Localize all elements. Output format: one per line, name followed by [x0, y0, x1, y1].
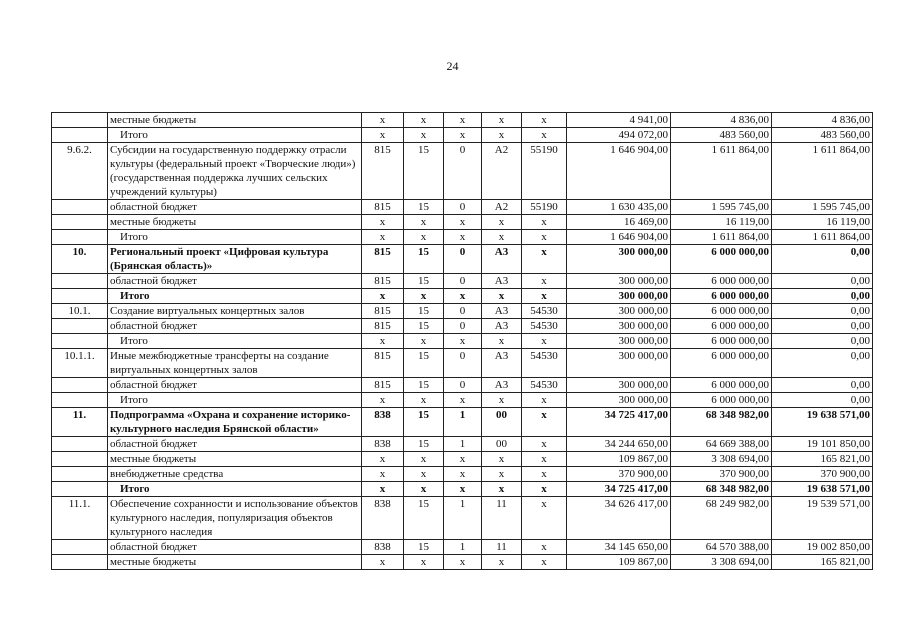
- code-cell: х: [522, 274, 567, 289]
- row-name: местные бюджеты: [110, 114, 197, 126]
- row-name-cell: [108, 452, 362, 467]
- row-number: 10.: [52, 245, 108, 274]
- code-cell: 15: [404, 143, 444, 200]
- amount-cell: 34 626 417,00: [567, 497, 671, 540]
- amount-cell: 300 000,00: [567, 349, 671, 378]
- amount-cell: 0,00: [772, 289, 873, 304]
- code-cell: 815: [362, 274, 404, 289]
- amount-cell: 109 867,00: [567, 452, 671, 467]
- code-cell: 815: [362, 200, 404, 215]
- code-cell: 815: [362, 378, 404, 393]
- code-cell: 838: [362, 540, 404, 555]
- amount-cell: 16 469,00: [567, 215, 671, 230]
- table-row: [52, 334, 873, 349]
- code-cell: х: [362, 215, 404, 230]
- amount-cell: 0,00: [772, 274, 873, 289]
- row-name-cell: [108, 215, 362, 230]
- code-cell: А3: [482, 319, 522, 334]
- row-number: [52, 393, 108, 408]
- code-cell: 15: [404, 408, 444, 437]
- code-cell: х: [404, 482, 444, 497]
- code-cell: 55190: [522, 200, 567, 215]
- row-number: [52, 128, 108, 143]
- code-cell: х: [522, 215, 567, 230]
- amount-cell: 34 725 417,00: [567, 482, 671, 497]
- budget-table: [51, 112, 873, 570]
- amount-cell: 16 119,00: [772, 215, 873, 230]
- amount-cell: 483 560,00: [772, 128, 873, 143]
- code-cell: х: [404, 452, 444, 467]
- row-name: Иные межбюджетные трансферты на создание виртуальных концертных залов: [110, 350, 329, 376]
- row-name: Региональный проект «Цифровая культура (Брянская область)»: [110, 246, 329, 272]
- amount-cell: 6 000 000,00: [671, 289, 772, 304]
- code-cell: х: [522, 497, 567, 540]
- code-cell: 15: [404, 437, 444, 452]
- code-cell: 54530: [522, 304, 567, 319]
- amount-cell: 1 611 864,00: [772, 230, 873, 245]
- code-cell: 11: [482, 497, 522, 540]
- code-cell: 0: [444, 304, 482, 319]
- code-cell: 00: [482, 408, 522, 437]
- row-name-cell: [108, 200, 362, 215]
- row-name-cell: [108, 128, 362, 143]
- code-cell: х: [362, 393, 404, 408]
- row-name: Создание виртуальных концертных залов: [110, 305, 305, 317]
- amount-cell: 6 000 000,00: [671, 393, 772, 408]
- code-cell: х: [362, 128, 404, 143]
- code-cell: А3: [482, 274, 522, 289]
- amount-cell: 6 000 000,00: [671, 245, 772, 274]
- code-cell: х: [444, 113, 482, 128]
- row-name-cell: [108, 378, 362, 393]
- table-row: [52, 540, 873, 555]
- amount-cell: 64 570 388,00: [671, 540, 772, 555]
- row-name-cell: [108, 393, 362, 408]
- row-name: местные бюджеты: [110, 556, 197, 568]
- row-number: [52, 482, 108, 497]
- code-cell: х: [522, 555, 567, 570]
- table-row: [52, 393, 873, 408]
- code-cell: 0: [444, 349, 482, 378]
- code-cell: х: [482, 393, 522, 408]
- code-cell: х: [362, 289, 404, 304]
- amount-cell: 4 836,00: [772, 113, 873, 128]
- code-cell: 838: [362, 437, 404, 452]
- code-cell: х: [522, 289, 567, 304]
- code-cell: 0: [444, 274, 482, 289]
- code-cell: х: [444, 482, 482, 497]
- code-cell: х: [444, 334, 482, 349]
- amount-cell: 3 308 694,00: [671, 452, 772, 467]
- code-cell: 54530: [522, 349, 567, 378]
- code-cell: 54530: [522, 378, 567, 393]
- code-cell: х: [522, 467, 567, 482]
- table-row: [52, 378, 873, 393]
- row-number: 11.1.: [52, 497, 108, 540]
- table-row: [52, 113, 873, 128]
- code-cell: х: [522, 113, 567, 128]
- amount-cell: 6 000 000,00: [671, 349, 772, 378]
- amount-cell: 19 638 571,00: [772, 482, 873, 497]
- code-cell: х: [482, 555, 522, 570]
- amount-cell: 19 002 850,00: [772, 540, 873, 555]
- table-row: [52, 230, 873, 245]
- code-cell: х: [482, 113, 522, 128]
- code-cell: х: [404, 215, 444, 230]
- code-cell: 838: [362, 408, 404, 437]
- table-row: [52, 319, 873, 334]
- code-cell: 15: [404, 274, 444, 289]
- code-cell: х: [522, 393, 567, 408]
- row-number: [52, 113, 108, 128]
- row-name: внебюджетные средства: [110, 468, 224, 480]
- amount-cell: 19 638 571,00: [772, 408, 873, 437]
- amount-cell: 370 900,00: [671, 467, 772, 482]
- row-number: [52, 437, 108, 452]
- amount-cell: 109 867,00: [567, 555, 671, 570]
- code-cell: х: [482, 128, 522, 143]
- amount-cell: 1 611 864,00: [671, 230, 772, 245]
- row-name-cell: [108, 482, 362, 497]
- row-name: областной бюджет: [110, 275, 197, 287]
- amount-cell: 300 000,00: [567, 334, 671, 349]
- row-number: [52, 334, 108, 349]
- amount-cell: 300 000,00: [567, 245, 671, 274]
- code-cell: А2: [482, 143, 522, 200]
- row-name: областной бюджет: [110, 438, 197, 450]
- amount-cell: 34 244 650,00: [567, 437, 671, 452]
- amount-cell: 19 101 850,00: [772, 437, 873, 452]
- code-cell: 1: [444, 437, 482, 452]
- row-name-cell: [108, 274, 362, 289]
- row-name: Итого: [120, 335, 148, 347]
- row-name: Итого: [120, 129, 148, 141]
- code-cell: 15: [404, 319, 444, 334]
- amount-cell: 165 821,00: [772, 555, 873, 570]
- code-cell: 0: [444, 319, 482, 334]
- row-number: [52, 215, 108, 230]
- amount-cell: 68 348 982,00: [671, 408, 772, 437]
- code-cell: х: [404, 393, 444, 408]
- code-cell: А3: [482, 378, 522, 393]
- amount-cell: 0,00: [772, 378, 873, 393]
- table-row: [52, 128, 873, 143]
- code-cell: 1: [444, 408, 482, 437]
- amount-cell: 4 836,00: [671, 113, 772, 128]
- row-name-cell: [108, 408, 362, 437]
- code-cell: 0: [444, 245, 482, 274]
- row-number: [52, 230, 108, 245]
- code-cell: х: [522, 540, 567, 555]
- code-cell: 0: [444, 143, 482, 200]
- amount-cell: 68 348 982,00: [671, 482, 772, 497]
- row-name-cell: [108, 289, 362, 304]
- amount-cell: 6 000 000,00: [671, 319, 772, 334]
- row-name: Обеспечение сохранности и использование объектов культурного наследия, популяризация объектов культурного наследия: [110, 498, 358, 538]
- code-cell: 00: [482, 437, 522, 452]
- amount-cell: 34 725 417,00: [567, 408, 671, 437]
- code-cell: х: [404, 113, 444, 128]
- code-cell: х: [362, 555, 404, 570]
- code-cell: х: [482, 230, 522, 245]
- code-cell: 815: [362, 349, 404, 378]
- code-cell: А3: [482, 349, 522, 378]
- row-name-cell: [108, 349, 362, 378]
- amount-cell: 19 539 571,00: [772, 497, 873, 540]
- row-name-cell: [108, 143, 362, 200]
- amount-cell: 1 595 745,00: [772, 200, 873, 215]
- table-row: [52, 408, 873, 437]
- code-cell: 1: [444, 540, 482, 555]
- code-cell: А2: [482, 200, 522, 215]
- amount-cell: 370 900,00: [772, 467, 873, 482]
- code-cell: 15: [404, 540, 444, 555]
- code-cell: х: [404, 334, 444, 349]
- row-number: 9.6.2.: [52, 143, 108, 200]
- amount-cell: 1 646 904,00: [567, 230, 671, 245]
- row-number: 10.1.: [52, 304, 108, 319]
- table-row: [52, 497, 873, 540]
- row-name-cell: [108, 113, 362, 128]
- amount-cell: 0,00: [772, 319, 873, 334]
- amount-cell: 300 000,00: [567, 378, 671, 393]
- code-cell: 55190: [522, 143, 567, 200]
- table-row: [52, 215, 873, 230]
- row-name: Итого: [120, 231, 148, 243]
- code-cell: х: [522, 408, 567, 437]
- row-name: Итого: [120, 394, 148, 406]
- code-cell: х: [482, 289, 522, 304]
- code-cell: 838: [362, 497, 404, 540]
- amount-cell: 1 646 904,00: [567, 143, 671, 200]
- amount-cell: 0,00: [772, 349, 873, 378]
- row-name: Подпрограмма «Охрана и сохранение историко-культурного наследия Брянской области»: [110, 409, 351, 435]
- code-cell: А3: [482, 245, 522, 274]
- row-name-cell: [108, 230, 362, 245]
- table-row: [52, 245, 873, 274]
- row-number: 11.: [52, 408, 108, 437]
- row-name: Итого: [120, 290, 150, 302]
- row-number: [52, 200, 108, 215]
- code-cell: 11: [482, 540, 522, 555]
- code-cell: А3: [482, 304, 522, 319]
- code-cell: х: [522, 452, 567, 467]
- amount-cell: 1 595 745,00: [671, 200, 772, 215]
- amount-cell: 6 000 000,00: [671, 378, 772, 393]
- table-row: [52, 555, 873, 570]
- row-name-cell: [108, 319, 362, 334]
- code-cell: х: [444, 452, 482, 467]
- code-cell: 815: [362, 245, 404, 274]
- code-cell: х: [362, 467, 404, 482]
- table-row: [52, 289, 873, 304]
- row-number: [52, 289, 108, 304]
- amount-cell: 0,00: [772, 245, 873, 274]
- code-cell: х: [522, 128, 567, 143]
- table-row: [52, 452, 873, 467]
- row-number: [52, 467, 108, 482]
- row-number: [52, 274, 108, 289]
- amount-cell: 1 611 864,00: [671, 143, 772, 200]
- row-name-cell: [108, 467, 362, 482]
- code-cell: 815: [362, 319, 404, 334]
- code-cell: х: [404, 230, 444, 245]
- code-cell: 815: [362, 143, 404, 200]
- amount-cell: 165 821,00: [772, 452, 873, 467]
- row-name: областной бюджет: [110, 201, 197, 213]
- row-name-cell: [108, 540, 362, 555]
- row-name: местные бюджеты: [110, 453, 197, 465]
- code-cell: 15: [404, 349, 444, 378]
- code-cell: х: [444, 555, 482, 570]
- code-cell: х: [482, 482, 522, 497]
- code-cell: х: [404, 467, 444, 482]
- table-row: [52, 200, 873, 215]
- row-name-cell: [108, 437, 362, 452]
- amount-cell: 1 630 435,00: [567, 200, 671, 215]
- row-name: Итого: [120, 483, 150, 495]
- code-cell: х: [404, 289, 444, 304]
- amount-cell: 64 669 388,00: [671, 437, 772, 452]
- code-cell: 1: [444, 497, 482, 540]
- table-row: [52, 274, 873, 289]
- table-body: [52, 113, 873, 570]
- amount-cell: 6 000 000,00: [671, 274, 772, 289]
- code-cell: 0: [444, 200, 482, 215]
- code-cell: х: [404, 555, 444, 570]
- row-name-cell: [108, 555, 362, 570]
- code-cell: 15: [404, 497, 444, 540]
- amount-cell: 6 000 000,00: [671, 334, 772, 349]
- row-name: областной бюджет: [110, 320, 197, 332]
- code-cell: х: [444, 467, 482, 482]
- code-cell: 815: [362, 304, 404, 319]
- amount-cell: 300 000,00: [567, 289, 671, 304]
- table-row: [52, 482, 873, 497]
- code-cell: 15: [404, 304, 444, 319]
- row-number: [52, 452, 108, 467]
- amount-cell: 16 119,00: [671, 215, 772, 230]
- code-cell: 0: [444, 378, 482, 393]
- code-cell: х: [444, 393, 482, 408]
- row-name-cell: [108, 304, 362, 319]
- row-name: Субсидии на государственную поддержку отрасли культуры (федеральный проект «Творческие люди») (государственная поддержка лучших сельских учреждений культуры): [110, 144, 356, 198]
- row-name-cell: [108, 497, 362, 540]
- table-row: [52, 304, 873, 319]
- row-name-cell: [108, 245, 362, 274]
- code-cell: х: [444, 289, 482, 304]
- row-name-cell: [108, 334, 362, 349]
- code-cell: х: [404, 128, 444, 143]
- amount-cell: 300 000,00: [567, 393, 671, 408]
- amount-cell: 34 145 650,00: [567, 540, 671, 555]
- code-cell: х: [444, 230, 482, 245]
- code-cell: х: [522, 230, 567, 245]
- row-number: [52, 540, 108, 555]
- amount-cell: 1 611 864,00: [772, 143, 873, 200]
- amount-cell: 494 072,00: [567, 128, 671, 143]
- table-row: [52, 143, 873, 200]
- page-number: 24: [446, 59, 459, 73]
- table-row: [52, 467, 873, 482]
- table-row: [52, 349, 873, 378]
- row-name: областной бюджет: [110, 541, 197, 553]
- code-cell: 54530: [522, 319, 567, 334]
- code-cell: х: [482, 452, 522, 467]
- code-cell: х: [482, 334, 522, 349]
- code-cell: 15: [404, 378, 444, 393]
- code-cell: х: [362, 452, 404, 467]
- row-number: 10.1.1.: [52, 349, 108, 378]
- amount-cell: 3 308 694,00: [671, 555, 772, 570]
- amount-cell: 68 249 982,00: [671, 497, 772, 540]
- amount-cell: 0,00: [772, 334, 873, 349]
- row-number: [52, 319, 108, 334]
- amount-cell: 6 000 000,00: [671, 304, 772, 319]
- code-cell: х: [444, 128, 482, 143]
- row-number: [52, 555, 108, 570]
- amount-cell: 0,00: [772, 393, 873, 408]
- amount-cell: 370 900,00: [567, 467, 671, 482]
- code-cell: 15: [404, 245, 444, 274]
- code-cell: х: [362, 334, 404, 349]
- code-cell: х: [522, 482, 567, 497]
- code-cell: х: [362, 113, 404, 128]
- code-cell: х: [482, 467, 522, 482]
- amount-cell: 300 000,00: [567, 304, 671, 319]
- code-cell: х: [522, 245, 567, 274]
- code-cell: 15: [404, 200, 444, 215]
- amount-cell: 4 941,00: [567, 113, 671, 128]
- code-cell: х: [444, 215, 482, 230]
- row-number: [52, 378, 108, 393]
- amount-cell: 483 560,00: [671, 128, 772, 143]
- code-cell: х: [522, 334, 567, 349]
- code-cell: х: [482, 215, 522, 230]
- row-name: областной бюджет: [110, 379, 197, 391]
- code-cell: х: [362, 482, 404, 497]
- code-cell: х: [522, 437, 567, 452]
- code-cell: х: [362, 230, 404, 245]
- table-row: [52, 437, 873, 452]
- row-name: местные бюджеты: [110, 216, 197, 228]
- amount-cell: 300 000,00: [567, 319, 671, 334]
- amount-cell: 300 000,00: [567, 274, 671, 289]
- amount-cell: 0,00: [772, 304, 873, 319]
